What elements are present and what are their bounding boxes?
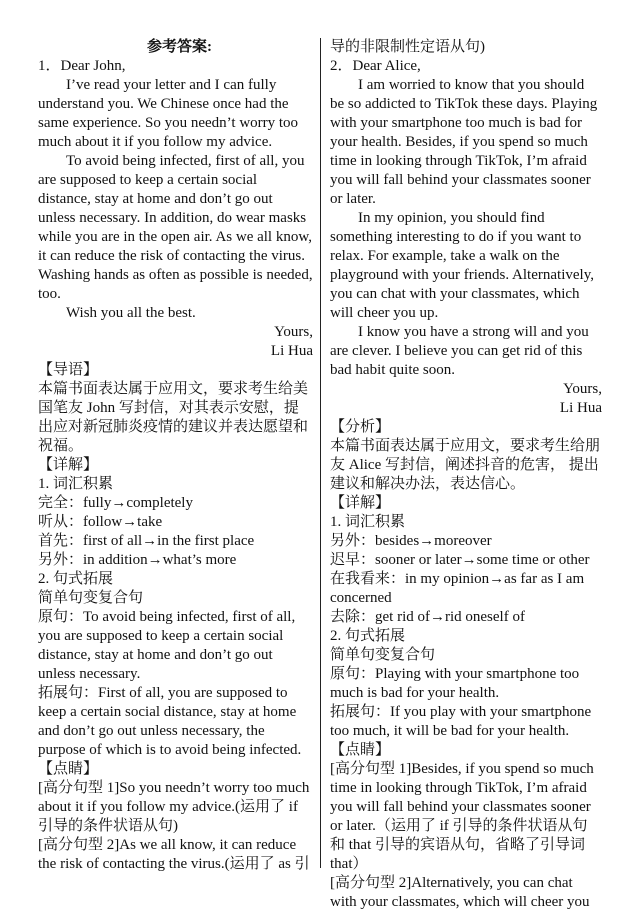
analysis-text: 本篇书面表达属于应用文，要求考生给朋友 Alice 写封信，阐述抖音的危害， 提出建议和解决办法，表达信心。 xyxy=(330,438,601,492)
vocab-item: 迟早：sooner or later→some time or other xyxy=(330,552,590,568)
extended-sentence-1: 拓展句：First of all, you are supposed to keep a certain social distance, stay at home and don’t go out unless necessary, the purpose of which is to avoid being infected. xyxy=(38,685,302,758)
original-sentence-1: 原句：To avoid being infected, first of all, you are supposed to keep a certain social distance, stay at home and don’t go out unless necessary. xyxy=(38,609,296,682)
vocab-item: 另外：besides→moreover xyxy=(330,533,492,549)
letter1-greeting: 1．Dear John, xyxy=(38,58,126,74)
letter2-sign-name: Li Hua xyxy=(559,400,602,416)
letter2-sign-yours: Yours, xyxy=(563,381,602,397)
point-item: [高分句型 2]Alternatively, you can chat with your classmates, which will cheer you xyxy=(330,875,590,910)
vocab-item: 首先：first of all→in the first place xyxy=(38,533,255,549)
continued-text: 导的非限制性定语从句) xyxy=(330,39,485,55)
vocab-item: 另外：in addition→what’s more xyxy=(38,552,237,568)
point-item: [高分句型 1]So you needn’t worry too much about it if you follow my advice.(运用了 if 引导的条件状语从句) xyxy=(38,780,310,834)
sentence-subheading-1: 简单句变复合句 xyxy=(38,590,144,606)
sentence-subheading-2: 简单句变复合句 xyxy=(330,647,436,663)
sentence-heading-1: 2. 句式拓展 xyxy=(38,571,114,587)
detail-heading-1: 【详解】 xyxy=(38,457,99,473)
point-heading-2: 【点睛】 xyxy=(330,742,391,758)
vocab-heading-1: 1. 词汇积累 xyxy=(38,476,114,492)
point-heading-1: 【点睛】 xyxy=(38,761,99,777)
detail-heading-2: 【详解】 xyxy=(330,495,391,511)
letter2-para2: In my opinion, you should find something interesting to do if you want to relax. For example, take a walk on the playground with your friends. Alternatively, you can chat with your classmates, which will cheer you up. xyxy=(330,210,594,321)
letter1-sign-name: Li Hua xyxy=(270,343,313,359)
vocab-item: 去除：get rid of→rid oneself of xyxy=(330,609,525,625)
vocab-item: 听从：follow→take xyxy=(38,514,163,530)
sentence-heading-2: 2. 句式拓展 xyxy=(330,628,406,644)
vocab-item: 完全：fully→completely xyxy=(38,495,193,511)
letter1-closing: Wish you all the best. xyxy=(66,305,196,321)
left-column xyxy=(38,38,313,874)
letter2-greeting: 2．Dear Alice, xyxy=(330,58,421,74)
right-column xyxy=(330,38,602,912)
column-divider xyxy=(320,38,321,868)
answer-title: 参考答案: xyxy=(147,39,212,55)
letter1-para1: I’ve read your letter and I can fully understand you. We Chinese once had the same experience. So you needn’t worry too much about it if you follow my advice. xyxy=(38,77,299,150)
original-sentence-2: 原句：Playing with your smartphone too much is bad for your health. xyxy=(330,666,580,701)
vocab-item: 在我看来：in my opinion→as far as I am concerned xyxy=(330,571,585,606)
extended-sentence-2: 拓展句：If you play with your smartphone too much, it will be bad for your health. xyxy=(330,704,592,739)
intro-heading: 【导语】 xyxy=(38,362,99,378)
letter1-para2: To avoid being infected, first of all, you are supposed to keep a certain social distance, stay at home and don’t go out unless necessary. In addition, do wear masks while you are in the open air. As we all know, it can reduce the risk of contacting the virus. Washing hands as often as possible is needed, too. xyxy=(38,153,313,302)
letter1-sign-yours: Yours, xyxy=(274,324,313,340)
letter2-para1: I am worried to know that you should be so addicted to TikTok these days. Playing with your smartphone too much is bad for your health. Besides, if you spend so much time in looking through TikTok, I’m afraid you will fall behind your classmates sooner or later. xyxy=(330,77,598,207)
point-item: [高分句型 2]As we all know, it can reduce the risk of contacting the virus.(运用了 as 引 xyxy=(38,837,310,872)
point-item: [高分句型 1]Besides, if you spend so much time in looking through TikTok, I’m afraid you will fall behind your classmates sooner or later.（运用了 if 引导的条件状语从句和 that 引导的宾语从句，省略了引导词 that） xyxy=(330,761,594,872)
analysis-heading: 【分析】 xyxy=(330,419,391,435)
vocab-heading-2: 1. 词汇积累 xyxy=(330,514,406,530)
letter2-para3: I know you have a strong will and you are clever. I believe you can get rid of this bad habit quite soon. xyxy=(330,324,589,378)
intro-text: 本篇书面表达属于应用文，要求考生给美国笔友 John 写封信，对其表示安慰，提出应对新冠肺炎疫情的建议并表达愿望和祝福。 xyxy=(38,381,309,454)
